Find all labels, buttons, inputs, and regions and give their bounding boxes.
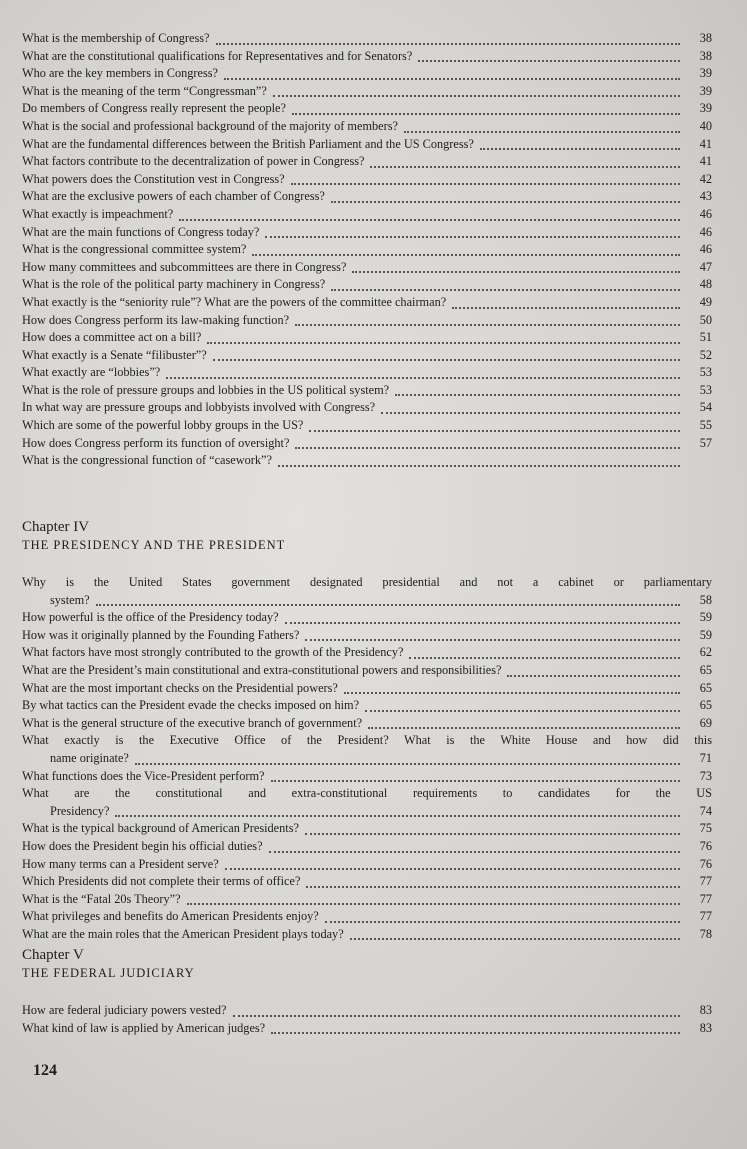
toc-page-number: 71 bbox=[699, 750, 712, 765]
toc-question: How many terms can a President serve? bbox=[22, 856, 219, 871]
toc-question: What is the social and professional background of the majority of members? bbox=[22, 118, 398, 133]
toc-page-number: 49 bbox=[699, 294, 712, 309]
toc-entry bbox=[22, 312, 712, 330]
toc-page-number: 48 bbox=[699, 277, 712, 292]
toc-question: What is the congressional function of “casework”? bbox=[22, 453, 272, 468]
toc-entry bbox=[22, 364, 712, 382]
toc-question: What exactly is impeachment? bbox=[22, 206, 174, 221]
toc-question: How are federal judiciary powers vested? bbox=[22, 1003, 227, 1017]
toc-page-number: 57 bbox=[699, 435, 712, 450]
leader-dots bbox=[285, 621, 680, 624]
leader-dots bbox=[507, 674, 680, 677]
toc-question: What factors contribute to the decentralization of power in Congress? bbox=[22, 154, 365, 169]
toc-page-number: 46 bbox=[699, 206, 712, 221]
toc-question: What kind of law is applied by American judges? bbox=[22, 1020, 266, 1035]
toc-question: What is the meaning of the term “Congressman”? bbox=[22, 83, 267, 98]
toc-page-number: 59 bbox=[699, 627, 712, 642]
toc-question: What are the fundamental differences between the British Parliament and the US Congress? bbox=[22, 136, 474, 151]
toc-entry bbox=[22, 574, 712, 609]
toc-page-number: 50 bbox=[699, 312, 712, 327]
leader-dots bbox=[96, 603, 680, 606]
toc-question-line1: What are the constitutional and extra-constitutional requirements to candidates for the US bbox=[22, 786, 712, 801]
toc-question: What privileges and benefits do American Presidents enjoy? bbox=[22, 909, 319, 924]
toc-question: What are the most important checks on the Presidential powers? bbox=[22, 680, 338, 695]
toc-page-number: 39 bbox=[699, 101, 712, 116]
leader-dots bbox=[295, 446, 680, 449]
toc-page-number: 52 bbox=[699, 347, 712, 362]
toc-entry bbox=[22, 768, 712, 786]
toc-entry bbox=[22, 382, 712, 400]
toc-entry bbox=[22, 644, 712, 662]
leader-dots bbox=[166, 376, 680, 379]
toc-entry bbox=[22, 820, 712, 838]
toc-question-line2: Presidency? bbox=[50, 803, 110, 818]
toc-page-number: 41 bbox=[699, 136, 712, 151]
toc-question: What is the membership of Congress? bbox=[22, 31, 210, 45]
toc-page-number: 62 bbox=[699, 645, 712, 660]
toc-page-number: 53 bbox=[699, 365, 712, 380]
toc-question: What factors have most strongly contributed to the growth of the Presidency? bbox=[22, 645, 404, 660]
chapter-4-section bbox=[22, 510, 712, 943]
toc-page-number: 77 bbox=[699, 891, 712, 906]
toc-entry bbox=[22, 100, 712, 118]
toc-page-number: 40 bbox=[699, 118, 712, 133]
toc-entry bbox=[22, 838, 712, 856]
toc-page-number: 58 bbox=[699, 592, 712, 607]
toc-question: What functions does the Vice-President perform? bbox=[22, 768, 265, 783]
toc-question: How does the President begin his official duties? bbox=[22, 838, 263, 853]
toc-page-number: 59 bbox=[699, 610, 712, 625]
toc-entry bbox=[22, 856, 712, 874]
toc-question: What exactly are “lobbies”? bbox=[22, 365, 161, 380]
toc-entry bbox=[22, 680, 712, 698]
leader-dots bbox=[344, 691, 680, 694]
toc-entry bbox=[22, 136, 712, 154]
leader-dots bbox=[179, 218, 680, 221]
leader-dots bbox=[233, 1014, 680, 1017]
toc-page-number: 39 bbox=[699, 83, 712, 98]
toc-question: How many committees and subcommittees are there in Congress? bbox=[22, 259, 347, 274]
toc-question: What are the constitutional qualifications for Representatives and for Senators? bbox=[22, 48, 413, 63]
toc-page-number: 42 bbox=[699, 171, 712, 186]
toc-entry bbox=[22, 662, 712, 680]
toc-page-number: 46 bbox=[699, 224, 712, 239]
toc-question: Which Presidents did not complete their terms of office? bbox=[22, 874, 301, 889]
toc-entry bbox=[22, 1020, 712, 1038]
toc-entry bbox=[22, 873, 712, 891]
toc-entry bbox=[22, 891, 712, 909]
toc-page-number: 46 bbox=[699, 242, 712, 257]
leader-dots bbox=[295, 323, 680, 326]
leader-dots bbox=[271, 779, 680, 782]
toc-question: What exactly is the “seniority rule”? What are the powers of the committee chairman? bbox=[22, 294, 447, 309]
chapter-4-label: Chapter IV bbox=[22, 519, 90, 535]
toc-entry bbox=[22, 153, 712, 171]
toc-page-number: 74 bbox=[699, 803, 712, 818]
toc-question: What are the President’s main constitutional and extra-constitutional powers and responsibilities? bbox=[22, 662, 502, 677]
leader-dots bbox=[306, 885, 680, 888]
toc-entry bbox=[22, 399, 712, 417]
chapter-4-toc-list bbox=[22, 609, 712, 943]
toc-entry bbox=[22, 609, 712, 627]
leader-dots bbox=[365, 709, 680, 712]
page-number: 124 bbox=[33, 1062, 57, 1079]
leader-dots bbox=[216, 42, 681, 45]
chapter-3-toc-list bbox=[22, 30, 712, 470]
chapter-5-section bbox=[22, 938, 712, 1037]
toc-entry bbox=[22, 188, 712, 206]
toc-page-number: 78 bbox=[699, 926, 712, 941]
toc-entry bbox=[22, 241, 712, 259]
toc-question: By what tactics can the President evade the checks imposed on him? bbox=[22, 698, 360, 713]
toc-entry bbox=[22, 452, 712, 470]
toc-entry bbox=[22, 224, 712, 242]
toc-entry bbox=[22, 417, 712, 435]
toc-question: In what way are pressure groups and lobbyists involved with Congress? bbox=[22, 400, 376, 415]
leader-dots bbox=[331, 200, 680, 203]
leader-dots bbox=[207, 341, 680, 344]
toc-page-number: 76 bbox=[699, 838, 712, 853]
leader-dots bbox=[368, 726, 680, 729]
toc-entry bbox=[22, 329, 712, 347]
toc-question: How does Congress perform its law-making function? bbox=[22, 312, 290, 327]
leader-dots bbox=[409, 656, 680, 659]
toc-page-number: 76 bbox=[699, 856, 712, 871]
toc-question: What is the congressional committee system? bbox=[22, 242, 247, 257]
leader-dots bbox=[278, 464, 680, 467]
toc-entry bbox=[22, 48, 712, 66]
toc-question-line2: system? bbox=[50, 592, 90, 607]
toc-page-number: 65 bbox=[699, 662, 712, 677]
toc-question: How powerful is the office of the Presidency today? bbox=[22, 610, 279, 625]
toc-page-number: 77 bbox=[699, 909, 712, 924]
toc-entry bbox=[22, 697, 712, 715]
leader-dots bbox=[225, 867, 680, 870]
toc-entry bbox=[22, 30, 712, 48]
chapter-5-toc-list bbox=[22, 1002, 712, 1037]
toc-page-number: 38 bbox=[699, 31, 712, 45]
toc-question: What powers does the Constitution vest in Congress? bbox=[22, 171, 285, 186]
toc-page-number: 38 bbox=[699, 48, 712, 63]
toc-question: Do members of Congress really represent the people? bbox=[22, 101, 286, 116]
toc-entry bbox=[22, 276, 712, 294]
toc-entry bbox=[22, 908, 712, 926]
toc-question: Which are some of the powerful lobby groups in the US? bbox=[22, 418, 304, 433]
toc-entry bbox=[22, 206, 712, 224]
toc-question-line1: What exactly is the Executive Office of the President? What is the White House and how did this bbox=[22, 733, 712, 748]
leader-dots bbox=[271, 1031, 680, 1034]
toc-entry bbox=[22, 435, 712, 453]
toc-page-number: 77 bbox=[699, 874, 712, 889]
leader-dots bbox=[352, 270, 680, 273]
leader-dots bbox=[265, 235, 680, 238]
toc-page-number: 69 bbox=[699, 715, 712, 730]
leader-dots bbox=[273, 94, 680, 97]
leader-dots bbox=[252, 253, 680, 256]
toc-page-number: 41 bbox=[699, 154, 712, 169]
toc-question: How was it originally planned by the Founding Fathers? bbox=[22, 627, 300, 642]
toc-entry bbox=[22, 259, 712, 277]
leader-dots bbox=[187, 902, 680, 905]
toc-question: What are the main functions of Congress today? bbox=[22, 224, 260, 239]
toc-page-number: 83 bbox=[699, 1003, 712, 1017]
chapter-5-title: THE FEDERAL JUDICIARY bbox=[22, 966, 195, 980]
toc-entry bbox=[22, 732, 712, 767]
toc-entry bbox=[22, 171, 712, 189]
toc-page-number: 47 bbox=[699, 259, 712, 274]
leader-dots bbox=[370, 165, 680, 168]
toc-page-number: 65 bbox=[699, 680, 712, 695]
toc-page-number: 73 bbox=[699, 768, 712, 783]
leader-dots bbox=[292, 112, 680, 115]
toc-page-number: 65 bbox=[699, 698, 712, 713]
toc-question: What is the typical background of American Presidents? bbox=[22, 821, 299, 836]
leader-dots bbox=[325, 920, 680, 923]
toc-question: Who are the key members in Congress? bbox=[22, 66, 219, 81]
leader-dots bbox=[404, 130, 680, 133]
toc-question: What is the role of pressure groups and lobbies in the US political system? bbox=[22, 382, 390, 397]
toc-page-number: 53 bbox=[699, 382, 712, 397]
toc-question: What is the general structure of the executive branch of government? bbox=[22, 715, 363, 730]
toc-question-line2: name originate? bbox=[50, 750, 129, 765]
toc-entry bbox=[22, 785, 712, 820]
leader-dots bbox=[395, 393, 680, 396]
toc-entry bbox=[22, 715, 712, 733]
toc-page-number: 51 bbox=[699, 330, 712, 345]
toc-question: What is the role of the political party machinery in Congress? bbox=[22, 277, 326, 292]
leader-dots bbox=[224, 77, 680, 80]
toc-entry bbox=[22, 347, 712, 365]
leader-dots bbox=[309, 429, 680, 432]
toc-page-number: 83 bbox=[699, 1020, 712, 1035]
toc-entry bbox=[22, 627, 712, 645]
leader-dots bbox=[381, 411, 680, 414]
toc-page-number: 75 bbox=[699, 821, 712, 836]
toc-question: How does a committee act on a bill? bbox=[22, 330, 202, 345]
toc-entry bbox=[22, 118, 712, 136]
chapter-4-title: THE PRESIDENCY AND THE PRESIDENT bbox=[22, 538, 286, 552]
toc-page-number: 55 bbox=[699, 418, 712, 433]
toc-entry bbox=[22, 65, 712, 83]
toc-page-number: 39 bbox=[699, 66, 712, 81]
toc-question: How does Congress perform its function of oversight? bbox=[22, 435, 290, 450]
toc-entry bbox=[22, 83, 712, 101]
leader-dots bbox=[331, 288, 680, 291]
toc-question: What are the exclusive powers of each chamber of Congress? bbox=[22, 189, 325, 204]
toc-entry bbox=[22, 294, 712, 312]
leader-dots bbox=[305, 832, 680, 835]
toc-page-number: 43 bbox=[699, 189, 712, 204]
leader-dots bbox=[213, 358, 680, 361]
leader-dots bbox=[115, 814, 680, 817]
toc-question: What is the “Fatal 20s Theory”? bbox=[22, 891, 181, 906]
toc-page-number: 54 bbox=[699, 400, 712, 415]
toc-question-line1: Why is the United States government designated presidential and not a cabinet or parliamentary bbox=[22, 575, 712, 589]
toc-question: What are the main roles that the American President plays today? bbox=[22, 926, 344, 941]
toc-entry bbox=[22, 1002, 712, 1020]
leader-dots bbox=[480, 147, 680, 150]
leader-dots bbox=[418, 59, 680, 62]
leader-dots bbox=[291, 182, 680, 185]
toc-question: What exactly is a Senate “filibuster”? bbox=[22, 347, 207, 362]
leader-dots bbox=[452, 306, 680, 309]
leader-dots bbox=[269, 850, 680, 853]
leader-dots bbox=[135, 762, 680, 765]
leader-dots bbox=[305, 638, 680, 641]
chapter-5-label: Chapter V bbox=[22, 947, 84, 963]
